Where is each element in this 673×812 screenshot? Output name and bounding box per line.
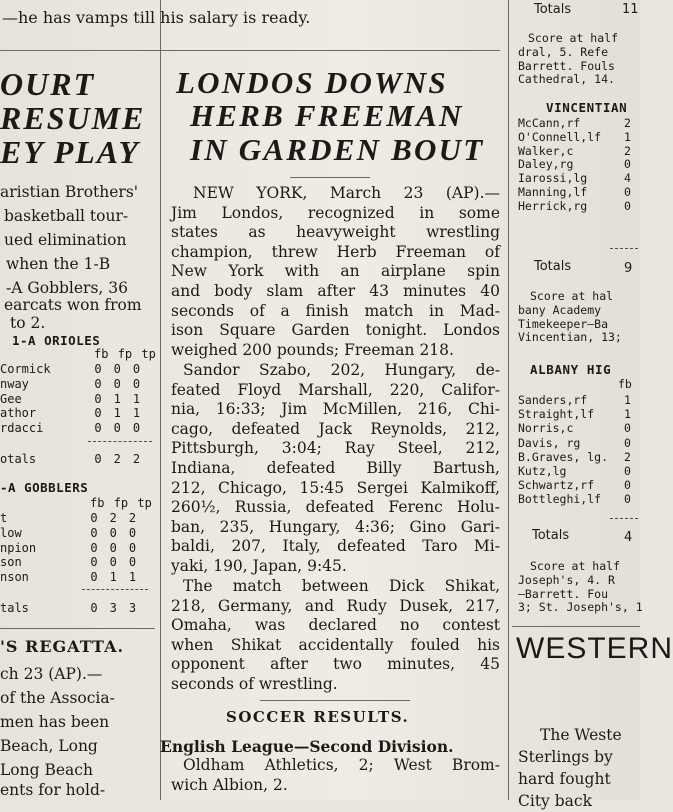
col-header: tp (141, 347, 156, 361)
half-score-block-1: Score at half dral, 5. Refe Barrett. Fouls Cathedral, 14. (518, 31, 619, 87)
table-row: Kutz,lg 0 (518, 464, 631, 479)
table-row: t 0 2 2 (0, 511, 137, 525)
half-score-block-3: Score at half Joseph's, 4. R —Barrett. Fou 3; St. Joseph's, 1 (518, 559, 643, 615)
left-headline-line-3: EY PLAY (0, 134, 140, 170)
col-header: fp (117, 347, 133, 361)
table-row: low 0 0 0 (0, 525, 137, 540)
col-header: fb (90, 496, 105, 510)
regatta-headline: 'S REGATTA. (0, 637, 125, 656)
table-row: Straight,lf 1 (518, 407, 631, 422)
table-row: npion 0 0 0 (0, 540, 137, 555)
left-intro-line: ued elimination (4, 231, 127, 249)
vincentian-totals-label: Totals (534, 259, 572, 274)
orioles-title: 1-A ORIOLES (12, 333, 101, 348)
vincentian-title: VINCENTIAN (546, 100, 628, 115)
table-row: McCann,rf 2 (518, 116, 631, 130)
gobblers-table (0, 511, 138, 585)
regatta-line: Beach, Long (0, 737, 98, 755)
regatta-line: of the Associa- (0, 689, 115, 707)
headline-dash-rule (290, 177, 370, 178)
table-row: Gee 0 1 1 (0, 391, 141, 406)
top-strip-text: —he has vamps till his salary is ready. (2, 8, 311, 27)
table-row: O'Connell,lf 1 (518, 129, 631, 144)
table-row: nson 0 1 1 (0, 570, 137, 585)
regatta-line: ch 23 (AP).— (0, 665, 103, 683)
soccer-league: English League—Second Division. (160, 737, 454, 756)
table-row: Schwartz,rf 0 (518, 478, 631, 493)
center-headline-line-2: HERB FREEMAN (190, 98, 464, 133)
left-intro-line: -A Gobblers, 36 (6, 279, 128, 297)
column-rule-left (160, 0, 161, 800)
orioles-totals-rule (88, 441, 152, 443)
table-row: son 0 0 0 (0, 555, 137, 570)
soccer-results: Oldham Athletics, 2; West Brom- wich Albion, 2. (171, 756, 500, 794)
article-paragraph-2: Sandor Szabo, 202, Hungary, de- feated Floyd Marshall, 220, Califor- nia, 16:33; Jim McMillen, 216, Chi- cago, defeated Jack Reynolds, 212, Pittsburgh, 3:04; Ray Steel, 212, Indiana, defeated Billy Bartush, 212, Chicago, 15:45 Sergei Kalmikoff, 260½, Russia, defeated Ferenc Holu- ban, 235, Hungary, 4:36; Gino Gari- baldi, 207, Italy, defeated Taro Mi- yaki, 190, Japan, 9:45. (171, 361, 500, 575)
orioles-col-headers (94, 347, 156, 362)
gobblers-col-headers (90, 496, 152, 511)
article-paragraph-1: NEW YORK, March 23 (AP).— Jim Londos, recognized in some states as heavyweight wrestling champion, threw Herb Freeman of New York with an airplane spin and body slam after 43 minutes 40 seconds of a finish match in Mad- ison Square Garden tonight. Londos weighed 200 pounds; Freeman 218. (171, 184, 500, 359)
table-row: B.Graves, lg. 2 (518, 449, 631, 464)
column-rule-right (508, 0, 509, 800)
albany-col-header: fb (618, 377, 632, 391)
vincentian-totals-rule (610, 248, 638, 249)
albany-title: ALBANY HIG (530, 362, 612, 377)
table-row: Bottleghi,lf 0 (518, 492, 631, 507)
table-row: Norris,c 0 (518, 421, 631, 436)
left-headline-line-1: OURT (0, 66, 96, 102)
albany-table (518, 393, 631, 507)
table-row: Sanders,rf 1 (518, 393, 631, 407)
western-headline: WESTERN (516, 632, 673, 665)
table-row: Manning,lf 0 (518, 184, 631, 199)
table-row: Walker,c 2 (518, 143, 631, 158)
regatta-line: men has been (0, 713, 110, 731)
western-text: The Weste Sterlings by hard fought City back (518, 726, 622, 810)
soccer-headline: SOCCER RESULTS. (226, 708, 410, 726)
orioles-totals-row: otals 0 2 2 (0, 452, 141, 466)
table-row: Cormick 0 0 0 (0, 362, 141, 376)
vincentian-totals-value: 9 (624, 261, 633, 276)
albany-totals-value: 4 (624, 530, 633, 545)
table-row: rdacci 0 0 0 (0, 421, 141, 436)
col-header: tp (137, 496, 152, 510)
col-header: fb (94, 347, 109, 361)
left-intro-line: basketball tour- (4, 207, 129, 225)
soccer-rule (260, 700, 410, 701)
regatta-rule (0, 628, 155, 629)
orioles-table (0, 362, 142, 436)
top-strip-rule (0, 50, 500, 51)
table-row: nway 0 0 0 (0, 376, 141, 391)
table-row: Herrick,rg 0 (518, 198, 631, 213)
top-totals-label: Totals (534, 2, 572, 17)
table-row: Daley,rg 0 (518, 157, 631, 172)
table-row: athor 0 1 1 (0, 406, 141, 421)
gobblers-totals-rule (82, 589, 148, 591)
table-row: Davis, rg 0 (518, 435, 631, 450)
regatta-line: ents for hold- (0, 781, 106, 799)
col-header: fp (113, 496, 129, 510)
left-intro-line: when the 1-B (6, 255, 111, 273)
gobblers-totals-row: tals 0 3 3 (0, 601, 137, 615)
regatta-line: Long Beach (0, 761, 93, 779)
albany-totals-rule (610, 518, 638, 519)
gobblers-title: -A GOBBLERS (0, 480, 89, 495)
center-headline-line-3: IN GARDEN BOUT (190, 132, 485, 167)
left-intro-line: earcats won from (4, 296, 142, 314)
center-headline-line-1: LONDOS DOWNS (176, 65, 448, 100)
vincentian-table (518, 117, 631, 214)
albany-totals-label: Totals (532, 528, 570, 543)
half-score-block-2: Score at hal bany Academy Timekeeper—Ba Vincentian, 13; (518, 289, 622, 345)
table-row: Iarossi,lg 4 (518, 171, 631, 186)
left-intro-line: to 2. (10, 314, 46, 332)
left-intro-line: aristian Brothers' (0, 183, 139, 201)
top-totals-value: 11 (622, 2, 639, 17)
article-paragraph-3: The match between Dick Shikat, 218, Germany, and Rudy Dusek, 217, Omaha, was declared no contest when Shikat accidentally fouled his opponent after two minutes, 45 seconds of wrestling. (171, 577, 500, 693)
western-rule (512, 626, 640, 627)
left-headline-line-2: RESUME (0, 100, 146, 136)
